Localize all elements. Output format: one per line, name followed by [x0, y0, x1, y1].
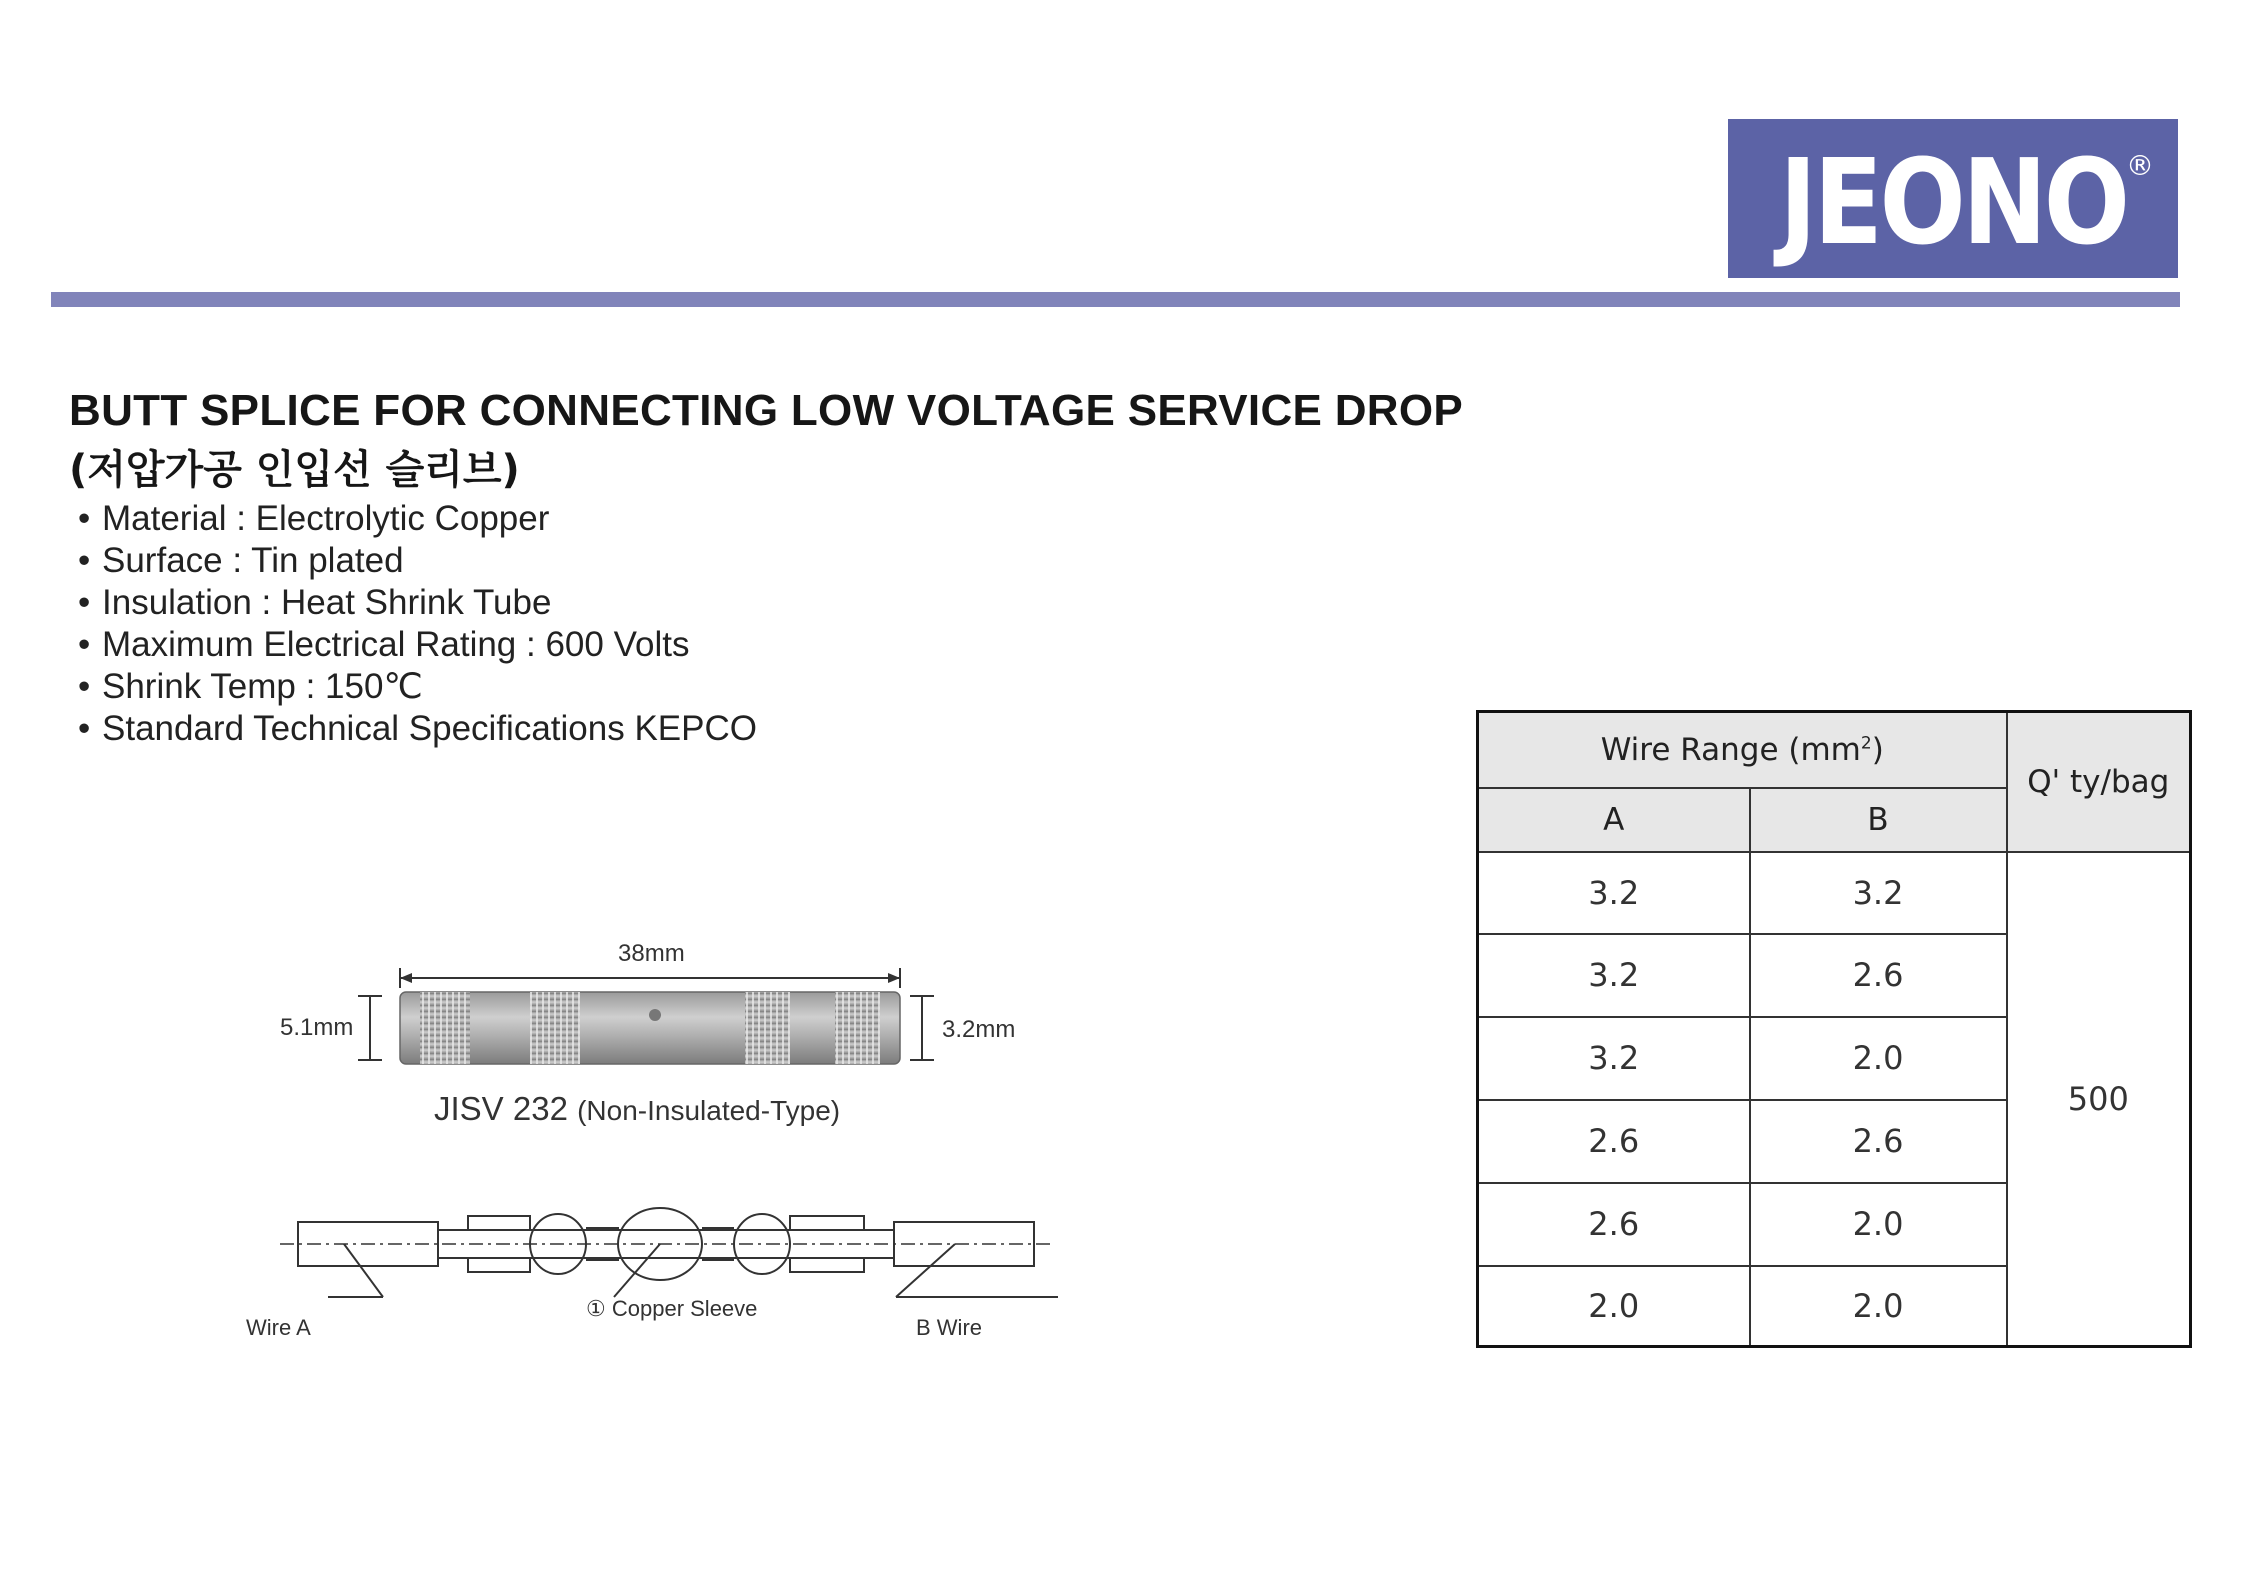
cell-a: 3.2 [1478, 934, 1750, 1017]
page-subtitle: (저압가공 인입선 슬리브) [69, 447, 520, 493]
model-note: (Non-Insulated-Type) [577, 1095, 841, 1126]
wire-range-table [1476, 710, 2192, 1348]
spec-item: • Maximum Electrical Rating : 600 Volts [78, 625, 690, 664]
qty-header: Q' ty/bag [2007, 712, 2191, 852]
wire-b-label: B Wire [916, 1315, 982, 1340]
left-diameter-label: 5.1mm [280, 1014, 354, 1041]
cell-a: 2.6 [1478, 1183, 1750, 1266]
header-divider [51, 292, 2180, 307]
brand-logo [1728, 119, 2178, 278]
copper-sleeve-label [586, 1296, 757, 1322]
sleeve-number: ① [586, 1296, 606, 1321]
spec-item: • Surface : Tin plated [78, 541, 404, 580]
spec-list [78, 498, 757, 750]
cell-b: 3.2 [1750, 852, 2007, 934]
spec-item: • Shrink Temp : 150℃ [78, 667, 423, 706]
spec-item: • Insulation : Heat Shrink Tube [78, 583, 552, 622]
cell-b: 2.6 [1750, 1100, 2007, 1183]
table-header-row [1478, 712, 2191, 788]
brand-name: JEONO [1779, 132, 2127, 271]
cell-a: 2.0 [1478, 1266, 1750, 1347]
sleeve-text: Copper Sleeve [611, 1296, 758, 1321]
spec-item: • Standard Technical Specifications KEPCO [78, 709, 757, 748]
table-row [1478, 852, 2191, 934]
wire-a-label: Wire A [246, 1315, 311, 1340]
col-a-header: A [1478, 788, 1750, 852]
wire-range-header: Wire Range $(mm^2)$ [1478, 712, 2007, 788]
length-label: 38mm [618, 940, 685, 967]
registered-mark: ® [2126, 149, 2154, 182]
model-label [434, 1090, 840, 1128]
spec-item: • Material : Electrolytic Copper [78, 499, 550, 538]
splice-diagram [240, 940, 1070, 1360]
cell-b: 2.0 [1750, 1183, 2007, 1266]
model-name: JISV 232 [434, 1090, 568, 1127]
cell-b: 2.6 [1750, 934, 2007, 1017]
cell-b: 2.0 [1750, 1266, 2007, 1347]
cell-a: 3.2 [1478, 852, 1750, 934]
qty-value: 500 [2007, 852, 2191, 1347]
col-b-header: B [1750, 788, 2007, 852]
cell-a: 3.2 [1478, 1017, 1750, 1100]
right-diameter-label: 3.2mm [942, 1016, 1016, 1043]
cell-a: 2.6 [1478, 1100, 1750, 1183]
cell-b: 2.0 [1750, 1017, 2007, 1100]
page-title: BUTT SPLICE FOR CONNECTING LOW VOLTAGE SERVICE DROP [69, 386, 1464, 435]
